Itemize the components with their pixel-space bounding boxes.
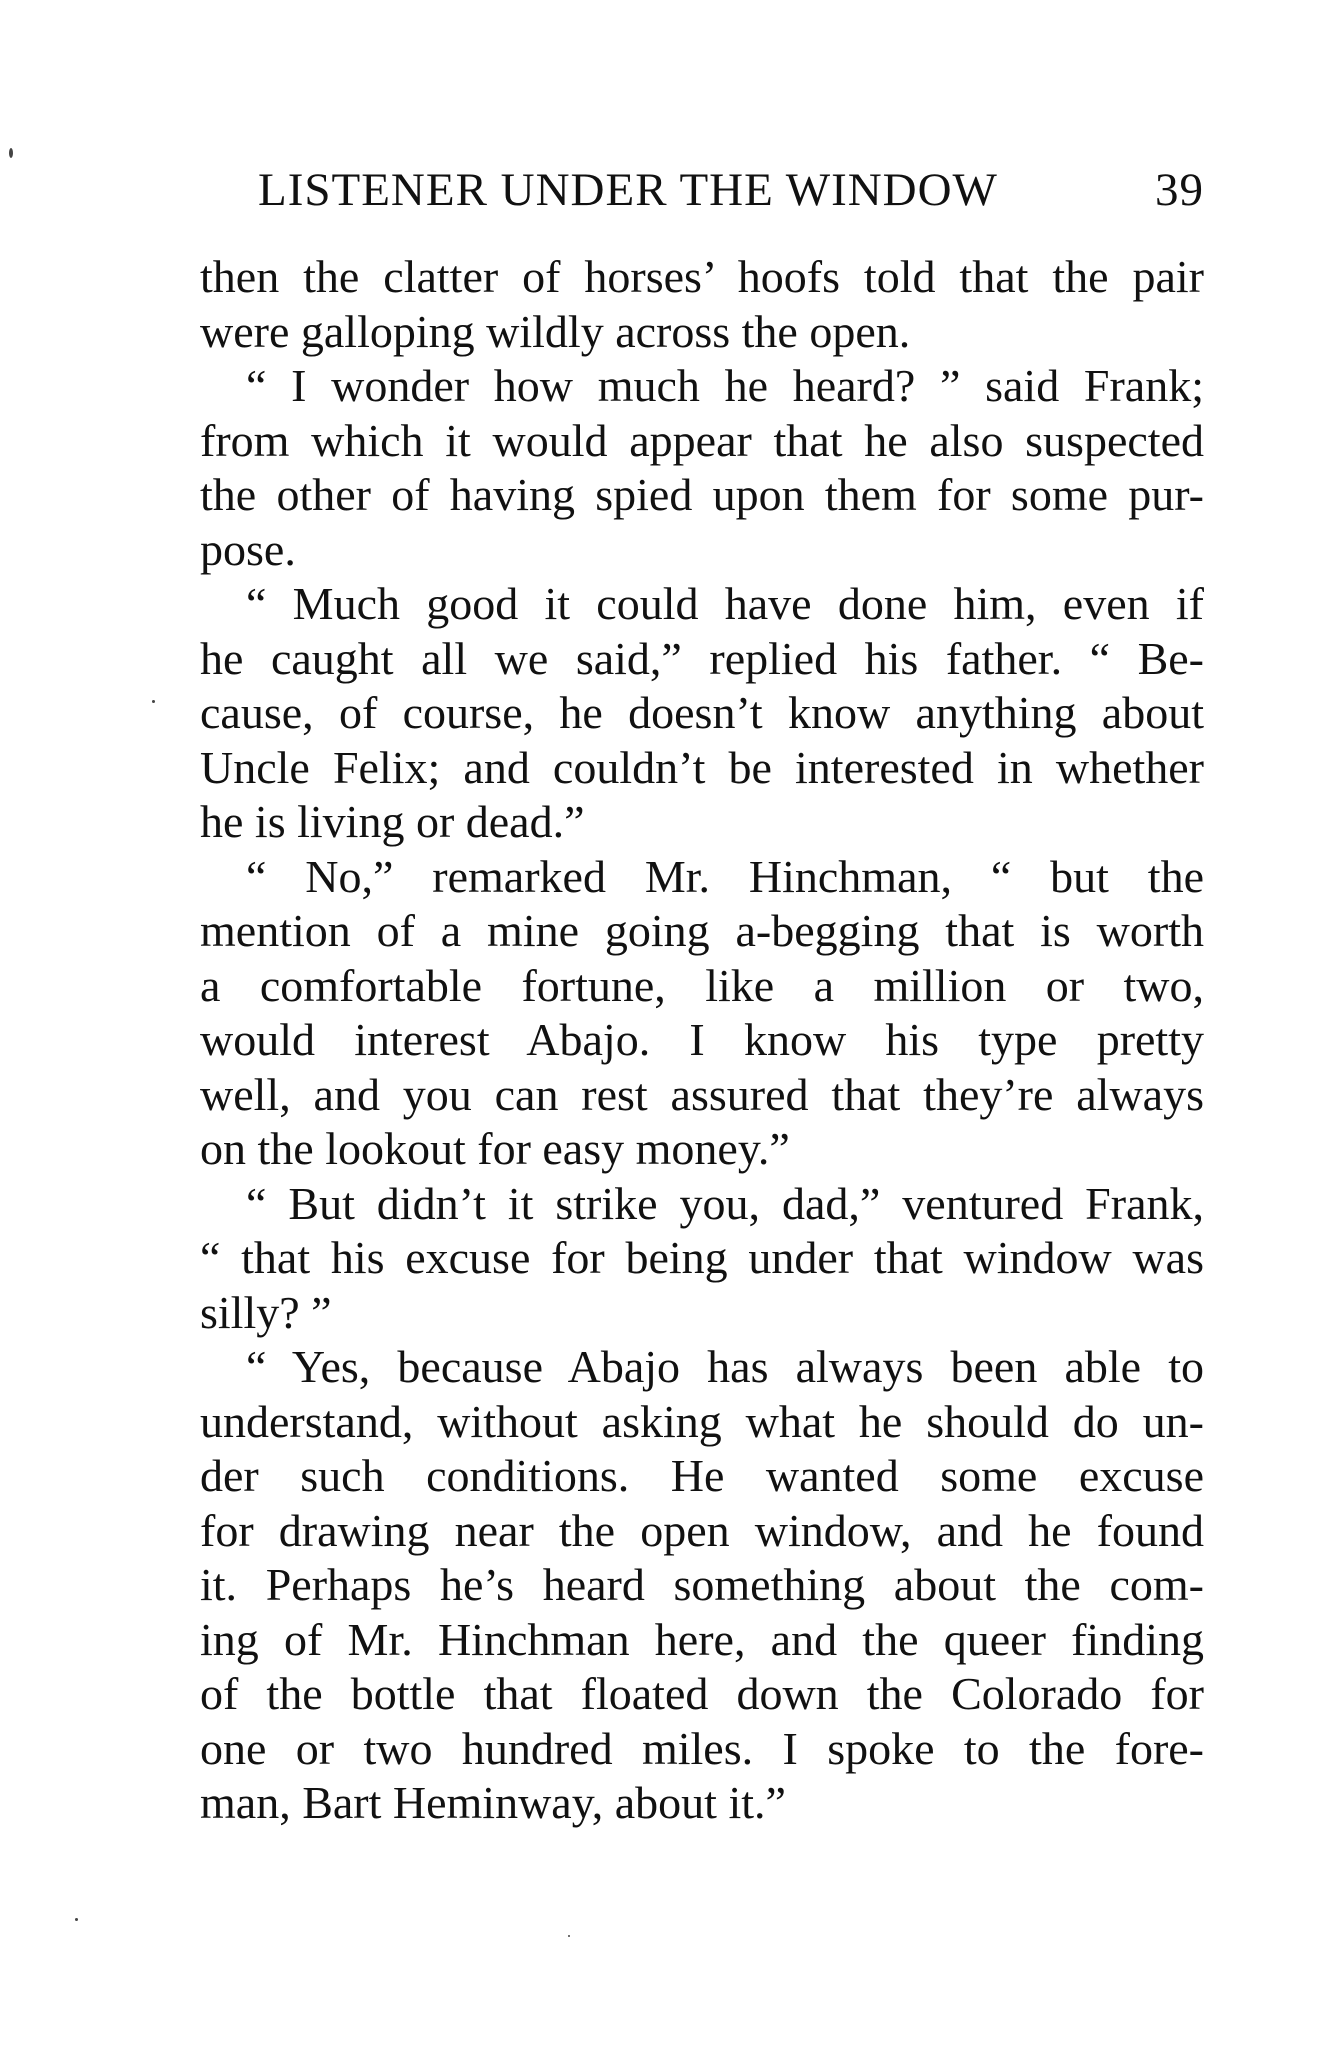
- text-line: for drawing near the open window, and he found: [200, 1504, 1204, 1556]
- text-line: man, Bart Heminway, about it.”: [200, 1777, 786, 1828]
- text-line: would interest Abajo. I know his type pretty: [200, 1014, 1204, 1065]
- paper-speck: [75, 1918, 78, 1921]
- chapter-title: LISTENER UNDER THE WINDOW: [258, 164, 998, 216]
- text-line: “ I wonder how much he heard? ” said Frank;: [246, 360, 1204, 411]
- text-line: well, and you can rest assured that they’re always: [200, 1068, 1204, 1120]
- page-number: 39: [1155, 164, 1204, 216]
- running-head: [258, 155, 1204, 225]
- text-line: it. Perhaps he’s heard something about the com-: [200, 1559, 1204, 1610]
- text-line: understand, without asking what he should do un-: [200, 1395, 1204, 1447]
- text-line: ing of Mr. Hinchman here, and the queer finding: [200, 1613, 1204, 1665]
- text-line: a comfortable fortune, like a million or two,: [200, 959, 1204, 1011]
- text-line: silly? ”: [200, 1286, 332, 1338]
- text-line: “ But didn’t it strike you, dad,” ventured Frank,: [246, 1177, 1204, 1229]
- text-line: of the bottle that floated down the Colorado for: [200, 1668, 1204, 1719]
- text-line: “ Yes, because Abajo has always been able to: [246, 1341, 1204, 1392]
- text-line: “ No,” remarked Mr. Hinchman, “ but the: [246, 850, 1204, 902]
- text-line: Uncle Felix; and couldn’t be interested in whether: [200, 741, 1204, 793]
- text-line: cause, of course, he doesn’t know anything about: [200, 687, 1204, 738]
- text-line: he caught all we said,” replied his father. “ Be-: [200, 632, 1204, 684]
- text-line: then the clatter of horses’ hoofs told that the pair: [200, 251, 1204, 302]
- body-text: [200, 250, 1204, 1831]
- text-line: from which it would appear that he also suspected: [200, 414, 1204, 466]
- paper-speck: [152, 700, 155, 703]
- text-line: on the lookout for easy money.”: [200, 1123, 790, 1174]
- text-line: mention of a mine going a-begging that is worth: [200, 905, 1204, 956]
- text-line: “ that his excuse for being under that window was: [200, 1232, 1204, 1283]
- text-line: der such conditions. He wanted some excuse: [200, 1450, 1204, 1501]
- text-line: he is living or dead.”: [200, 796, 585, 847]
- text-line: “ Much good it could have done him, even if: [246, 578, 1204, 629]
- text-line: one or two hundred miles. I spoke to the fore-: [200, 1722, 1204, 1774]
- text-line: pose.: [200, 523, 296, 575]
- paper-speck: [9, 148, 13, 158]
- paper-speck: [568, 1935, 570, 1937]
- text-line: were galloping wildly across the open.: [200, 305, 911, 357]
- text-line: the other of having spied upon them for some pur-: [200, 469, 1204, 520]
